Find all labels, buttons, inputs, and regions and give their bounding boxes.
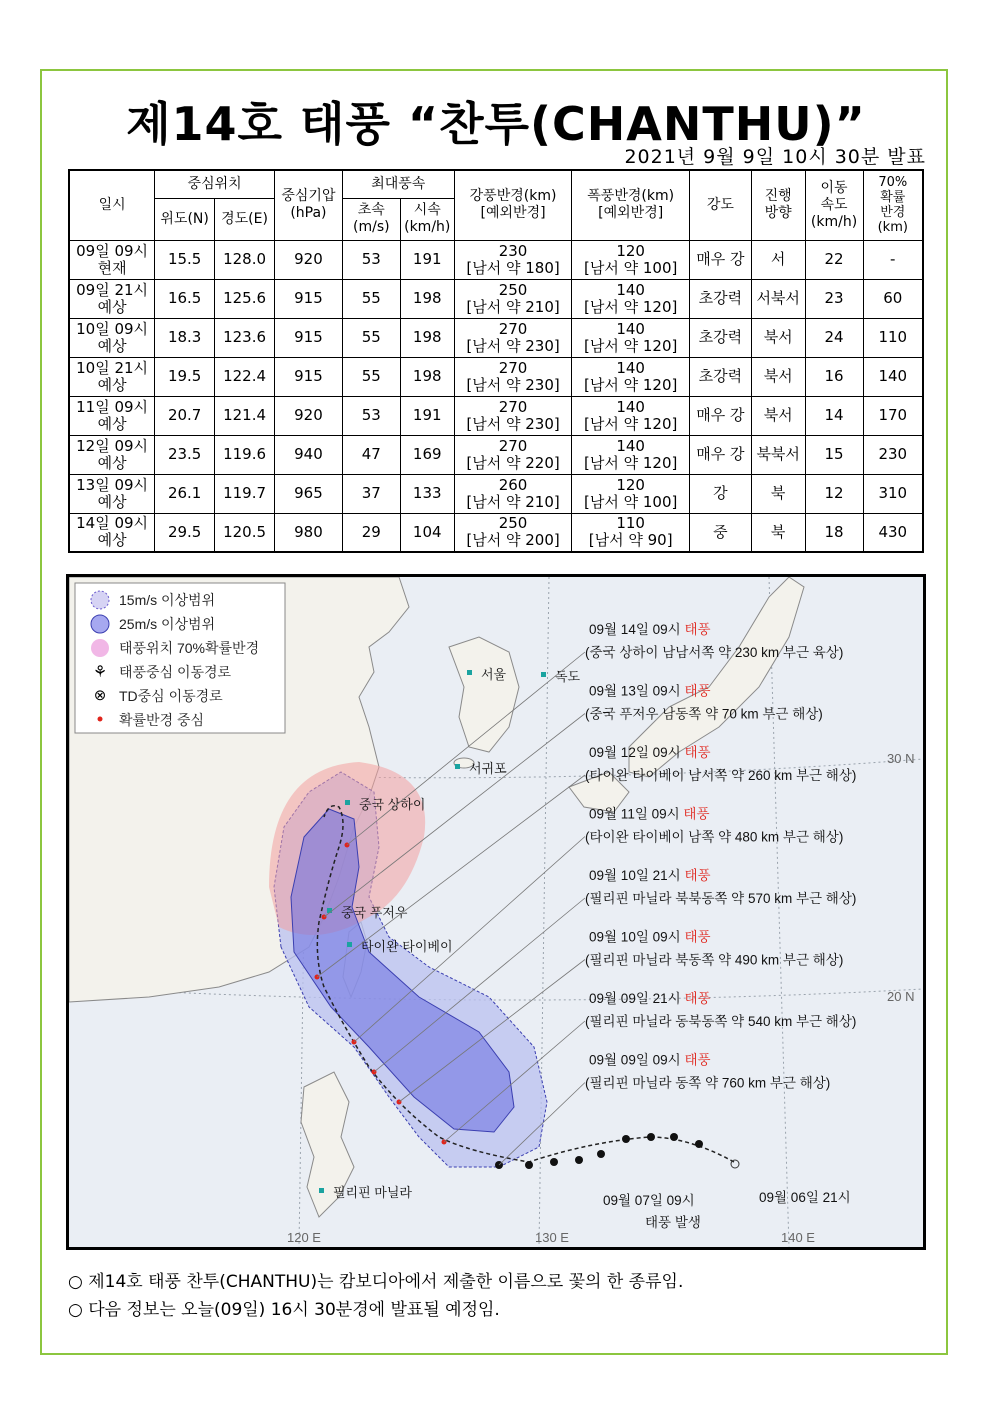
cell-ms: 53: [342, 240, 400, 279]
cell-storm-radius: 110 [남서 약 90]: [572, 513, 690, 552]
note-name-origin: ○ 제14호 태풍 찬투(CHANTHU)는 캄보디아에서 제출한 이름으로 꽃의 한 종류임.: [68, 1272, 684, 1292]
cell-lon: 123.6: [215, 318, 275, 357]
cell-kmh: 191: [400, 240, 454, 279]
cell-lat: 18.3: [155, 318, 215, 357]
forecast-time: 09월 12일 09시 태풍: [589, 745, 711, 760]
cell-storm-radius: 140 [남서 약 120]: [572, 318, 690, 357]
cell-kmh: 198: [400, 318, 454, 357]
cell-prob: 140: [863, 357, 923, 396]
cell-strong-radius: 270 [남서 약 220]: [454, 435, 572, 474]
city-label: 타이완 타이베이: [361, 939, 453, 954]
cell-lat: 16.5: [155, 279, 215, 318]
page-title: 제14호 태풍 “찬투(CHANTHU)”: [126, 97, 866, 151]
lat-label: 20 N: [887, 989, 915, 1004]
cell-strong-radius: 270 [남서 약 230]: [454, 396, 572, 435]
cell-direction: 서북서: [751, 279, 805, 318]
cell-prob: 430: [863, 513, 923, 552]
forecast-time: 09월 14일 09시 태풍: [589, 622, 711, 637]
cell-datetime: 09일 09시 현재: [69, 240, 155, 279]
cell-datetime: 11일 09시 예상: [69, 396, 155, 435]
cell-lat: 20.7: [155, 396, 215, 435]
city-marker: [319, 1188, 324, 1193]
header-direction: 진행 방향: [751, 170, 805, 240]
cell-lat: 29.5: [155, 513, 215, 552]
cell-pressure: 915: [275, 318, 343, 357]
header-intensity: 강도: [689, 170, 751, 240]
cell-lat: 19.5: [155, 357, 215, 396]
forecast-time: 09월 10일 21시 태풍: [589, 868, 711, 883]
legend-label: 25m/s 이상범위: [119, 616, 216, 632]
cell-pressure: 920: [275, 396, 343, 435]
legend-label: TD중심 이동경로: [119, 688, 223, 704]
city-label: 필리핀 마닐라: [333, 1185, 412, 1200]
cell-intensity: 강: [689, 474, 751, 513]
typhoon-word: 태풍: [684, 868, 711, 883]
header-prob-radius: 70% 확률 반경 (km): [863, 170, 923, 240]
table-row: [69, 357, 923, 396]
cell-lon: 122.4: [215, 357, 275, 396]
cell-pressure: 915: [275, 357, 343, 396]
cell-ms: 55: [342, 357, 400, 396]
legend-label: 태풍위치 70%확률반경: [119, 640, 260, 656]
cell-intensity: 중: [689, 513, 751, 552]
cell-storm-radius: 120 [남서 약 100]: [572, 240, 690, 279]
cell-datetime: 12일 09시 예상: [69, 435, 155, 474]
cell-pressure: 980: [275, 513, 343, 552]
cell-strong-radius: 260 [남서 약 210]: [454, 474, 572, 513]
forecast-desc: (타이완 타이베이 남서쪽 약 260 km 부근 해상): [585, 768, 857, 783]
table-row: [69, 474, 923, 513]
cell-storm-radius: 140 [남서 약 120]: [572, 357, 690, 396]
header-lon: 경도(E): [215, 198, 275, 240]
typhoon-word: 태풍: [684, 622, 711, 637]
cell-prob: 60: [863, 279, 923, 318]
cell-speed: 16: [805, 357, 863, 396]
cell-storm-radius: 120 [남서 약 100]: [572, 474, 690, 513]
cell-direction: 북서: [751, 396, 805, 435]
cell-speed: 14: [805, 396, 863, 435]
cell-lat: 15.5: [155, 240, 215, 279]
typhoon-word: 태풍: [683, 806, 710, 822]
cell-kmh: 133: [400, 474, 454, 513]
forecast-desc: (필리핀 마닐라 북북동쪽 약 570 km 부근 해상): [585, 891, 857, 906]
cell-prob: 170: [863, 396, 923, 435]
table-row: [69, 279, 923, 318]
forecast-desc: (필리핀 마닐라 북동쪽 약 490 km 부근 해상): [585, 952, 844, 968]
cell-speed: 18: [805, 513, 863, 552]
cell-kmh: 198: [400, 357, 454, 396]
footnotes: [68, 1268, 683, 1324]
table-row: [69, 240, 923, 279]
cell-prob: 310: [863, 474, 923, 513]
cell-intensity: 매우 강: [689, 240, 751, 279]
cell-storm-radius: 140 [남서 약 120]: [572, 396, 690, 435]
cell-lon: 119.6: [215, 435, 275, 474]
cell-speed: 22: [805, 240, 863, 279]
genesis-label: 09월 07일 09시: [603, 1193, 695, 1208]
city-label: 서귀포: [469, 761, 507, 776]
table-row: [69, 318, 923, 357]
svg-text:⊗: ⊗: [93, 687, 107, 704]
header-ms: 초속 (m/s): [342, 198, 400, 240]
forecast-desc: (필리핀 마닐라 동쪽 약 760 km 부근 해상): [585, 1075, 831, 1091]
cell-prob: -: [863, 240, 923, 279]
forecast-time: 09월 09일 21시 태풍: [589, 991, 711, 1006]
cell-direction: 서: [751, 240, 805, 279]
cell-speed: 23: [805, 279, 863, 318]
cell-kmh: 169: [400, 435, 454, 474]
cell-intensity: 매우 강: [689, 396, 751, 435]
header-maxwind: 최대풍속: [342, 170, 454, 198]
cell-intensity: 매우 강: [689, 435, 751, 474]
table-row: [69, 396, 923, 435]
cell-ms: 37: [342, 474, 400, 513]
cell-direction: 북: [751, 513, 805, 552]
cell-direction: 북서: [751, 318, 805, 357]
cell-direction: 북북서: [751, 435, 805, 474]
cell-direction: 북: [751, 474, 805, 513]
cell-strong-radius: 250 [남서 약 200]: [454, 513, 572, 552]
city-marker: [467, 670, 472, 675]
cell-datetime: 14일 09시 예상: [69, 513, 155, 552]
header-storm-radius: 폭풍반경(km) [예외반경]: [572, 170, 690, 240]
cell-ms: 47: [342, 435, 400, 474]
cell-storm-radius: 140 [남서 약 120]: [572, 279, 690, 318]
forecast-desc: (중국 상하이 남남서쪽 약 230 km 부근 육상): [585, 645, 844, 660]
cell-speed: 24: [805, 318, 863, 357]
cell-direction: 북서: [751, 357, 805, 396]
cell-speed: 15: [805, 435, 863, 474]
forecast-time: 09월 09일 09시 태풍: [589, 1052, 711, 1068]
cell-prob: 110: [863, 318, 923, 357]
cell-lon: 128.0: [215, 240, 275, 279]
cell-pressure: 915: [275, 279, 343, 318]
cell-strong-radius: 270 [남서 약 230]: [454, 357, 572, 396]
header-pressure: 중심기압 (hPa): [275, 170, 343, 240]
typhoon-word: 태풍: [684, 991, 711, 1006]
city-marker: [455, 764, 460, 769]
genesis-label: 태풍 발생: [645, 1215, 701, 1230]
forecast-desc: (타이완 타이베이 남쪽 약 480 km 부근 해상): [585, 829, 844, 845]
cell-ms: 29: [342, 513, 400, 552]
cell-lon: 121.4: [215, 396, 275, 435]
legend-label: 15m/s 이상범위: [119, 592, 216, 608]
cell-prob: 230: [863, 435, 923, 474]
cell-lat: 26.1: [155, 474, 215, 513]
cell-ms: 55: [342, 318, 400, 357]
map-legend: [75, 583, 285, 733]
cell-speed: 12: [805, 474, 863, 513]
cell-datetime: 09일 21시 예상: [69, 279, 155, 318]
legend-label: 태풍중심 이동경로: [119, 664, 232, 680]
table-row: [69, 435, 923, 474]
typhoon-word: 태풍: [684, 929, 711, 945]
table-row: [69, 513, 923, 552]
cell-strong-radius: 230 [남서 약 180]: [454, 240, 572, 279]
cell-lat: 23.5: [155, 435, 215, 474]
start-label: 09월 06일 21시: [759, 1190, 851, 1205]
lat-label: 30 N: [887, 751, 915, 766]
cell-datetime: 10일 21시 예상: [69, 357, 155, 396]
header-datetime: 일시: [69, 170, 155, 240]
note-next-issue: ○ 다음 정보는 오늘(09일) 16시 30분경에 발표될 예정임.: [68, 1300, 500, 1320]
cell-intensity: 초강력: [689, 279, 751, 318]
city-label: 서울: [481, 667, 507, 682]
city-marker: [345, 800, 350, 805]
cell-kmh: 198: [400, 279, 454, 318]
forecast-time: 09월 13일 09시 태풍: [589, 683, 711, 699]
city-label: 독도: [555, 669, 581, 684]
cell-strong-radius: 250 [남서 약 210]: [454, 279, 572, 318]
cell-datetime: 13일 09시 예상: [69, 474, 155, 513]
legend-label: 확률반경 중심: [119, 712, 205, 728]
city-marker: [347, 942, 352, 947]
forecast-table: [68, 169, 924, 553]
issued-time: 2021년 9월 9일 10시 30분 발표: [624, 146, 926, 168]
forecast-desc: (중국 푸저우 남동쪽 약 70 km 부근 해상): [585, 706, 823, 722]
forecast-time: 09월 10일 09시 태풍: [589, 929, 711, 945]
cell-strong-radius: 270 [남서 약 230]: [454, 318, 572, 357]
header-kmh: 시속 (km/h): [400, 198, 454, 240]
cell-storm-radius: 140 [남서 약 120]: [572, 435, 690, 474]
typhoon-word: 태풍: [684, 1052, 711, 1068]
typhoon-track-map: [66, 574, 926, 1250]
lon-label: 140 E: [781, 1230, 815, 1245]
cell-kmh: 104: [400, 513, 454, 552]
cell-datetime: 10일 09시 예상: [69, 318, 155, 357]
cell-ms: 53: [342, 396, 400, 435]
cell-kmh: 191: [400, 396, 454, 435]
header-center: 중심위치: [155, 170, 275, 198]
header-lat: 위도(N): [155, 198, 215, 240]
city-marker: [541, 672, 546, 677]
city-label: 중국 푸저우: [341, 905, 408, 920]
cell-lon: 119.7: [215, 474, 275, 513]
cell-ms: 55: [342, 279, 400, 318]
cell-pressure: 940: [275, 435, 343, 474]
cell-lon: 120.5: [215, 513, 275, 552]
header-strong-radius: 강풍반경(km) [예외반경]: [454, 170, 572, 240]
typhoon-word: 태풍: [684, 745, 711, 760]
forecast-desc: (필리핀 마닐라 동북동쪽 약 540 km 부근 해상): [585, 1014, 857, 1029]
forecast-time: 09월 11일 09시 태풍: [589, 806, 710, 822]
header-speed: 이동 속도 (km/h): [805, 170, 863, 240]
cell-lon: 125.6: [215, 279, 275, 318]
cell-intensity: 초강력: [689, 318, 751, 357]
cell-pressure: 920: [275, 240, 343, 279]
lon-label: 130 E: [535, 1230, 569, 1245]
svg-text:⚘: ⚘: [92, 664, 108, 681]
cell-pressure: 965: [275, 474, 343, 513]
lon-label: 120 E: [287, 1230, 321, 1245]
city-label: 중국 상하이: [359, 797, 426, 812]
typhoon-word: 태풍: [684, 683, 711, 699]
cell-intensity: 초강력: [689, 357, 751, 396]
